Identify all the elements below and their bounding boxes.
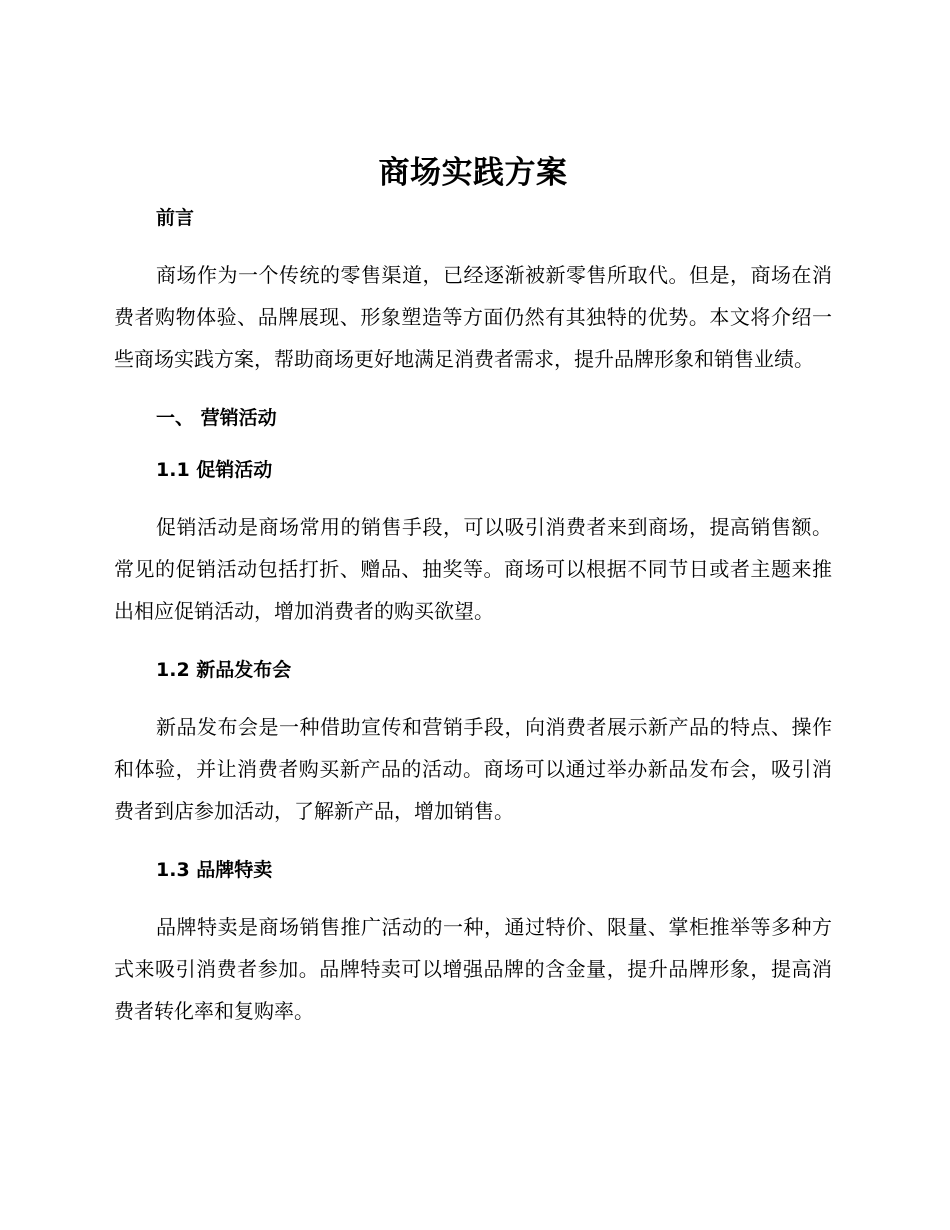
document-title: 商场实践方案 (378, 155, 568, 191)
subsection-heading-promotion: 1.1 促销活动 (156, 459, 273, 481)
promotion-paragraph: 促销活动是商场常用的销售手段，可以吸引消费者来到商场，提高销售额。常见的促销活动包括打折、赠品、抽奖等。商场可以根据不同节日或者主题来推出相应促销活动，增加消费者的购买欲望。 (114, 515, 832, 623)
launch-event-paragraph: 新品发布会是一种借助宣传和营销手段，向消费者展示新产品的特点、操作和体验，并让消费者购买新产品的活动。商场可以通过举办新品发布会，吸引消费者到店参加活动，了解新产品，增加销售。 (114, 715, 832, 823)
subsection-heading-launch-event: 1.2 新品发布会 (156, 659, 292, 681)
document-body (114, 150, 832, 1032)
preface-heading: 前言 (156, 207, 195, 229)
preface-paragraph: 商场作为一个传统的零售渠道，已经逐渐被新零售所取代。但是，商场在消费者购物体验、品牌展现、形象塑造等方面仍然有其独特的优势。本文将介绍一些商场实践方案，帮助商场更好地满足消费者需求，提升品牌形象和销售业绩。 (114, 263, 832, 371)
subsection-heading-brand-sale: 1.3 品牌特卖 (156, 859, 273, 881)
section-heading-marketing: 一、 营销活动 (156, 407, 277, 429)
brand-sale-paragraph: 品牌特卖是商场销售推广活动的一种，通过特价、限量、掌柜推举等多种方式来吸引消费者参加。品牌特卖可以增强品牌的含金量，提升品牌形象，提高消费者转化率和复购率。 (114, 915, 832, 1023)
